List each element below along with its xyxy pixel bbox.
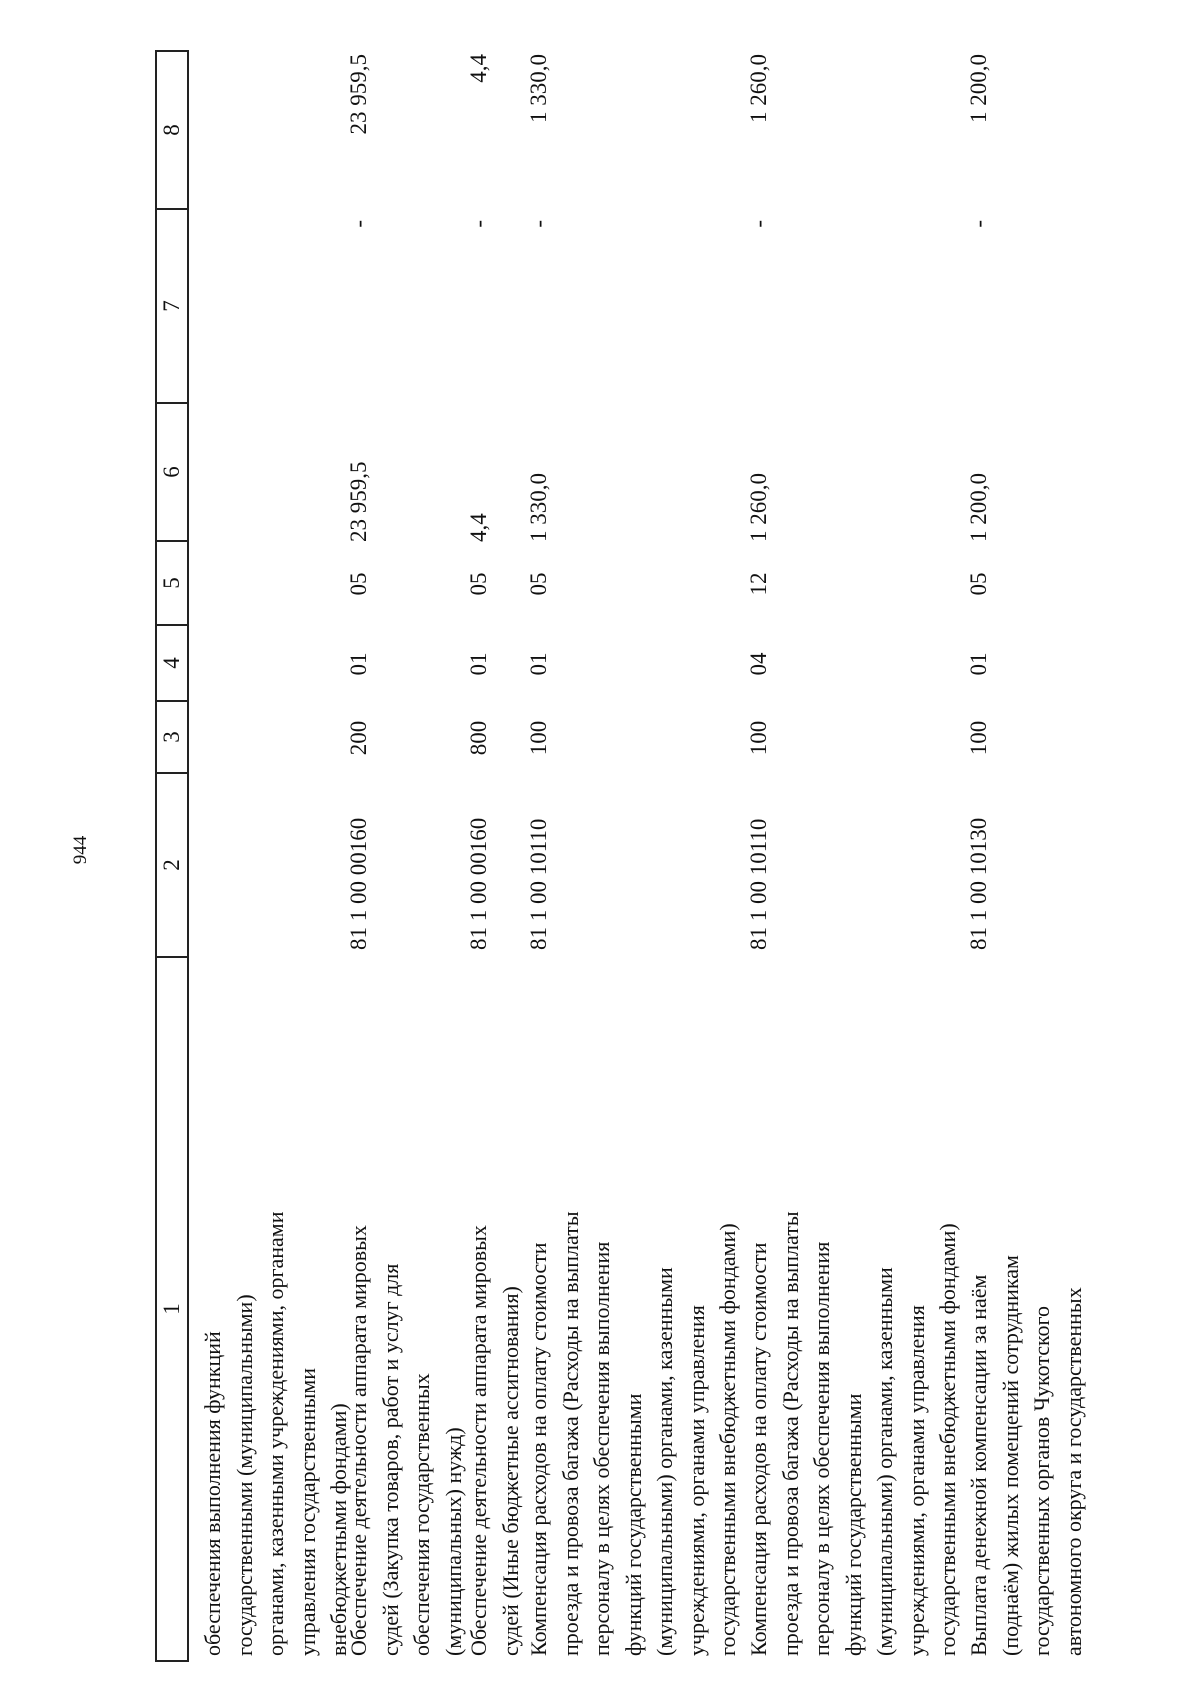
description-line: судей (Иные бюджетные ассигнования) [497, 1286, 523, 1656]
description-line: персоналу в целях обеспечения выполнения [809, 1241, 834, 1656]
description-line: Компенсация расходов на оплату стоимости [746, 1242, 771, 1656]
description-line: Компенсация расходов на оплату стоимости [526, 1242, 551, 1656]
description-line: государственными внебюджетными фондами) [935, 1223, 960, 1656]
description-line: функций государственными [620, 1393, 646, 1656]
row-dash: - [346, 220, 371, 228]
row-dash: - [466, 220, 491, 228]
description-line: функций государственными [840, 1393, 866, 1656]
row-sum: 1 260,0 [746, 473, 771, 542]
description-line: государственных органов Чукотского [1029, 1305, 1054, 1656]
row-dash: - [966, 220, 991, 228]
row-rz: 01 [346, 652, 371, 676]
row-dash: - [746, 220, 771, 228]
description-line: автономного округа и государственных [1060, 1287, 1086, 1656]
row-rz: 01 [526, 652, 551, 676]
row-code: 81 1 00 00160 [346, 817, 371, 950]
description-line: внебюджетными фондами) [326, 1403, 351, 1656]
description-line: (муниципальными) органами, казенными [652, 1267, 677, 1656]
header-col-5: 5 [155, 542, 189, 626]
header-col-8: 8 [155, 50, 189, 210]
row-total: 1 260,0 [746, 54, 771, 123]
row-sum: 4,4 [466, 513, 491, 542]
row-rz: 04 [746, 652, 771, 676]
description-line: (поднаём) жилых помещений сотрудникам [997, 1255, 1023, 1656]
description-line: проезда и провоза багажа (Расходы на выплаты [777, 1211, 803, 1656]
budget-table [155, 50, 1087, 1662]
row-dash: - [526, 220, 551, 228]
description-line: управления государственными [294, 1367, 320, 1656]
header-col-1: 1 [155, 958, 189, 1662]
row-description [463, 1060, 526, 1656]
description-line: учреждениями, органами управления [683, 1305, 709, 1656]
row-vr: 100 [966, 720, 991, 756]
row-total: 23 959,5 [346, 54, 371, 135]
page-number: 944 [70, 835, 91, 865]
row-vr: 100 [526, 720, 551, 756]
description-line: органами, казенными учреждениями, органами [263, 1211, 288, 1656]
description-line: учреждениями, органами управления [903, 1305, 929, 1656]
row-description [963, 1060, 1089, 1656]
row-rz: 01 [466, 652, 491, 676]
description-line: (муниципальными) органами, казенными [872, 1267, 897, 1656]
row-vr: 200 [346, 720, 371, 756]
row-description [523, 1060, 744, 1656]
description-line: Выплата денежной компенсации за наём [966, 1274, 991, 1656]
description-line: (муниципальных) нужд) [440, 1427, 466, 1656]
description-line: государственными (муниципальными) [231, 1294, 257, 1656]
row-sum: 23 959,5 [346, 461, 371, 542]
row-vr: 100 [746, 720, 771, 756]
header-col-6: 6 [155, 404, 189, 542]
row-description [197, 1060, 355, 1656]
description-line: обеспечения государственных [409, 1373, 434, 1656]
row-pr: 12 [746, 572, 771, 596]
row-total: 1 330,0 [526, 54, 551, 123]
row-code: 81 1 00 00160 [466, 817, 491, 950]
header-col-3: 3 [155, 702, 189, 774]
row-sum: 1 330,0 [526, 473, 551, 542]
description-line: Обеспечение деятельности аппарата мировых [466, 1225, 491, 1656]
row-code: 81 1 00 10130 [966, 817, 991, 950]
row-pr: 05 [466, 572, 491, 596]
row-total: 4,4 [466, 54, 491, 83]
description-line: обеспечения выполнения функций [200, 1331, 225, 1656]
description-line: проезда и провоза багажа (Расходы на выплаты [557, 1211, 583, 1656]
row-description [743, 1060, 964, 1656]
row-pr: 05 [966, 572, 991, 596]
row-pr: 05 [346, 572, 371, 596]
row-code: 81 1 00 10110 [746, 818, 771, 950]
row-total: 1 200,0 [966, 54, 991, 123]
row-sum: 1 200,0 [966, 473, 991, 542]
description-line: государственными внебюджетными фондами) [715, 1223, 740, 1656]
header-col-7: 7 [155, 210, 189, 404]
header-col-2: 2 [155, 774, 189, 958]
description-line: Обеспечение деятельности аппарата мировых [346, 1225, 371, 1656]
description-line: персоналу в целях обеспечения выполнения [589, 1241, 614, 1656]
header-col-4: 4 [155, 626, 189, 702]
row-description [343, 1060, 469, 1656]
row-vr: 800 [466, 720, 491, 756]
row-pr: 05 [526, 572, 551, 596]
row-rz: 01 [966, 652, 991, 676]
row-code: 81 1 00 10110 [526, 818, 551, 950]
description-line: судей (Закупка товаров, работ и услуг для [377, 1263, 403, 1656]
